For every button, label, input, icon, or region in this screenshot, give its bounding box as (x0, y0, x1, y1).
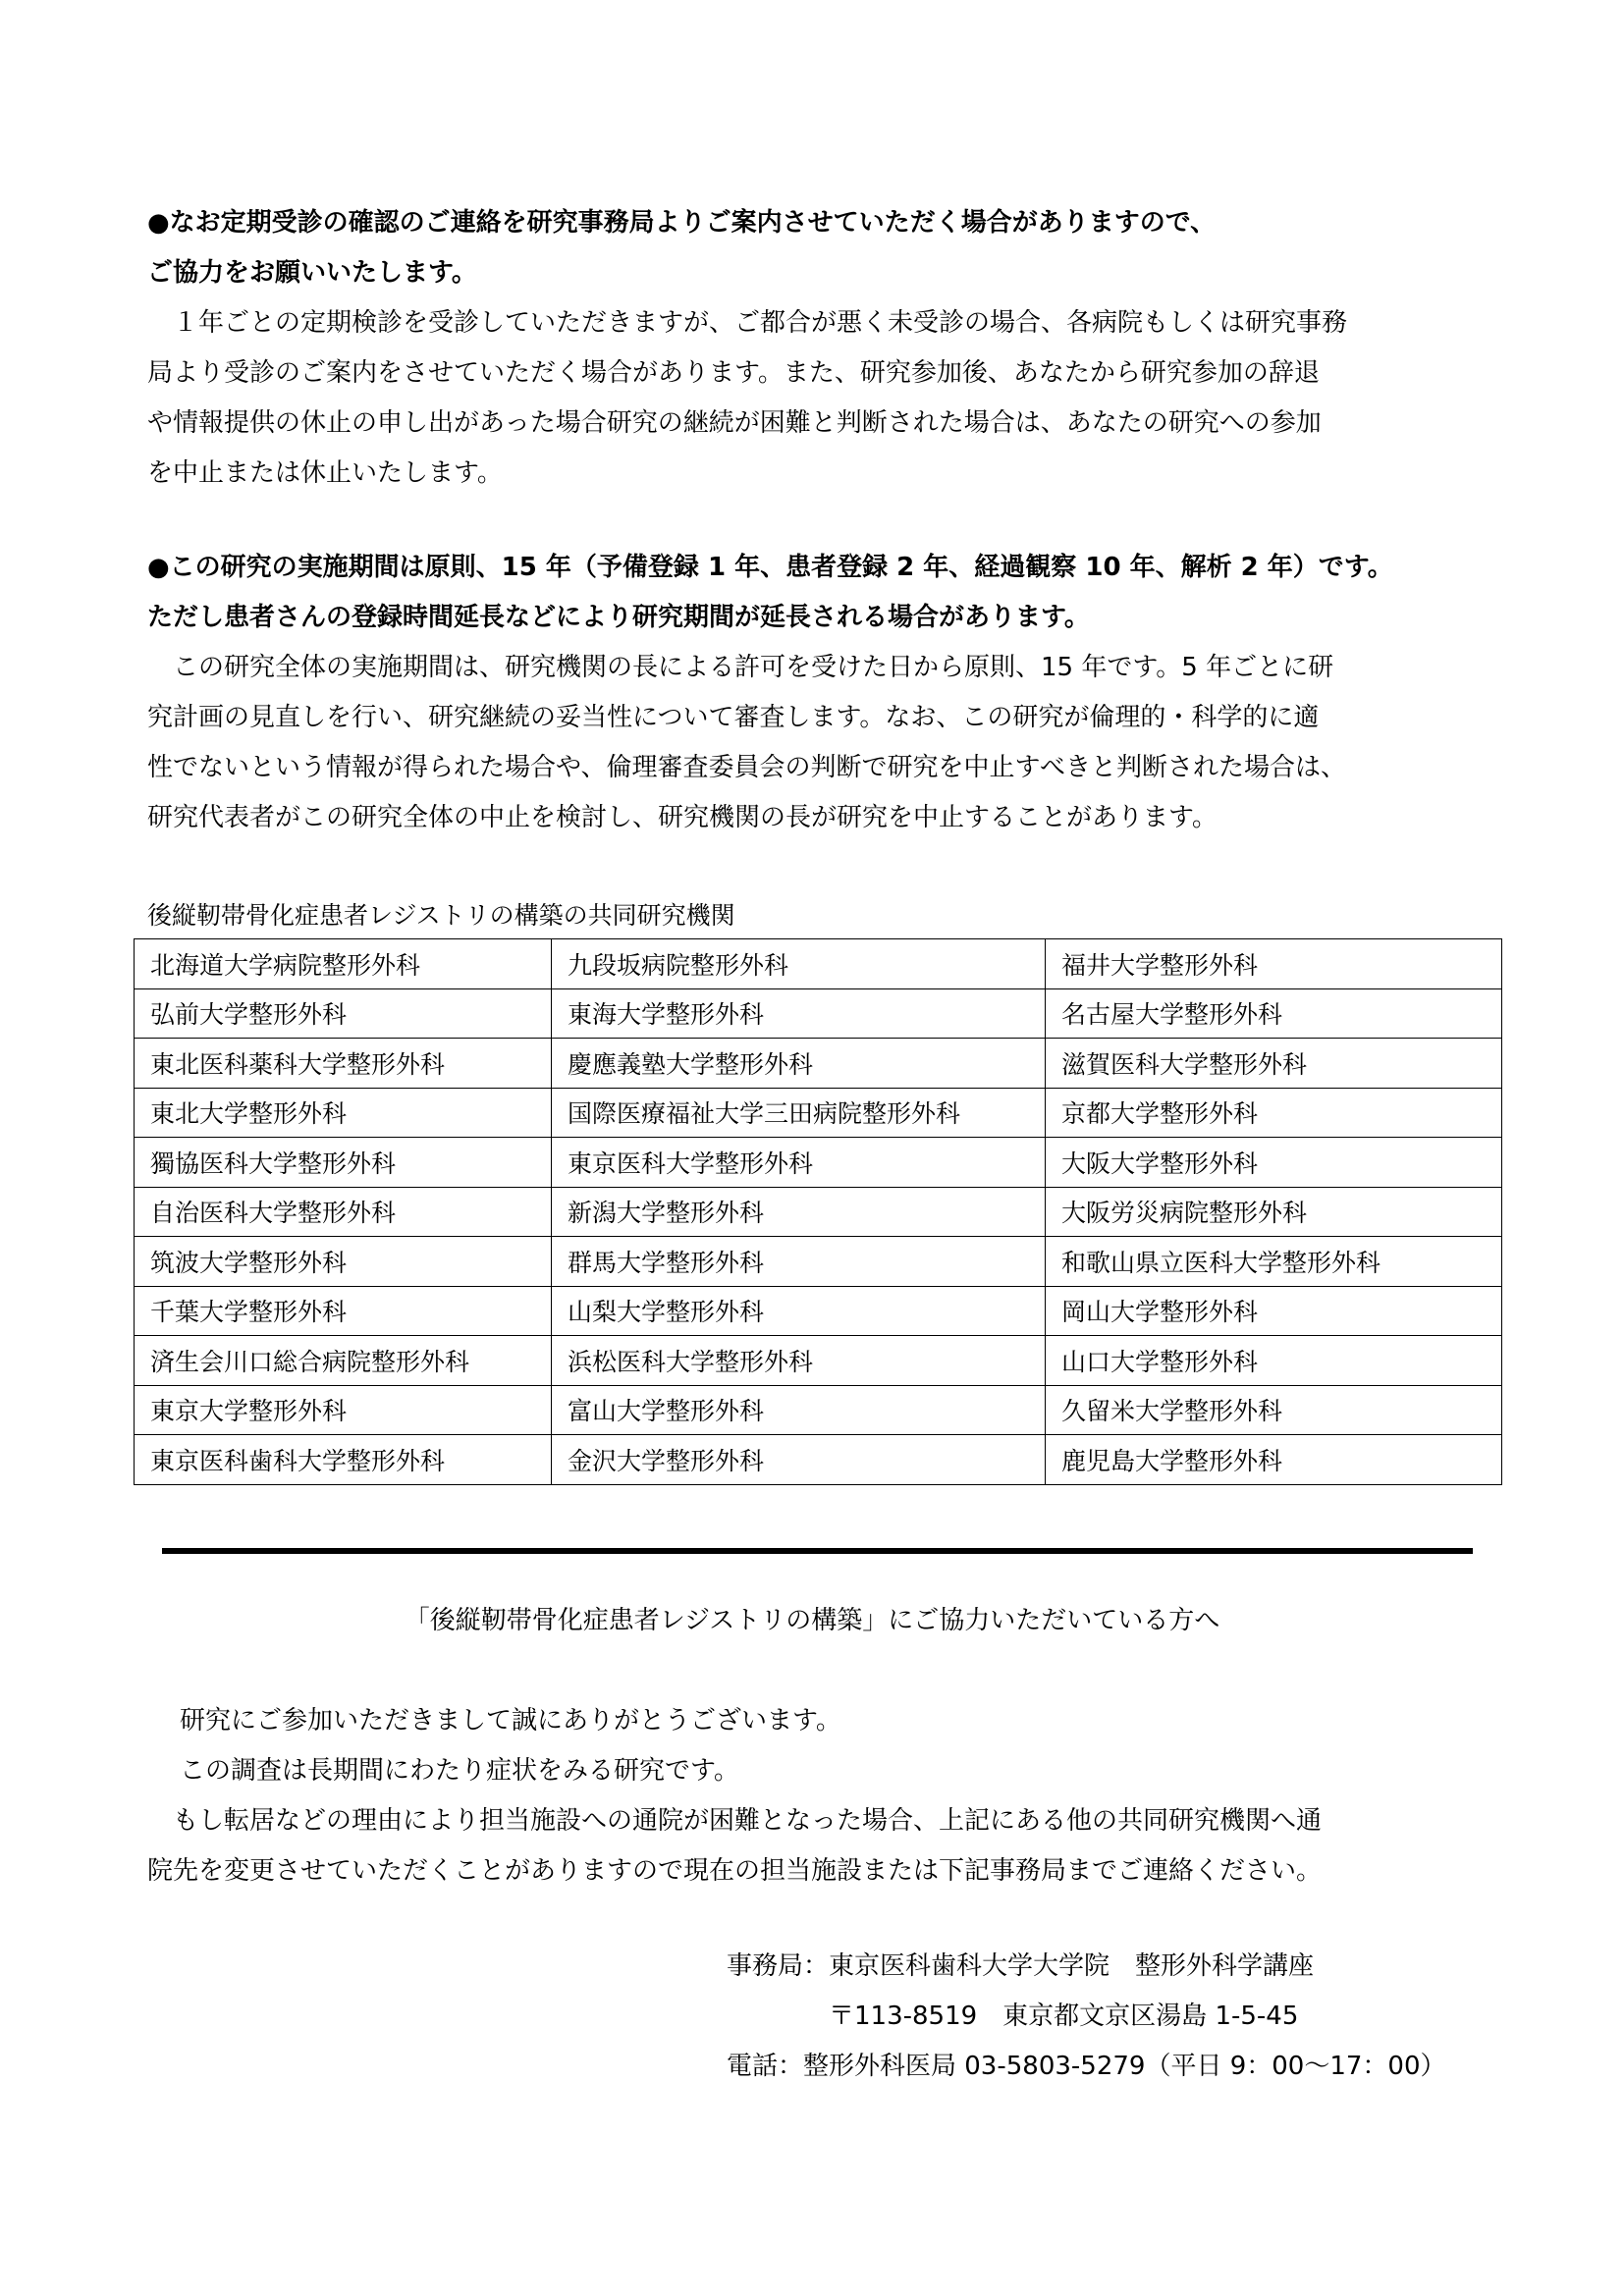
table-cell: 群馬大学整形外科 (552, 1237, 1046, 1287)
table-cell: 東海大学整形外科 (552, 988, 1046, 1039)
table-row (135, 988, 1502, 1039)
section2-body-line3: 性でないという情報が得られた場合や、倫理審査委員会の判断で研究を中止すべきと判断された場合は、 (147, 753, 1346, 782)
table-row (135, 1237, 1502, 1287)
table-cell: 東京大学整形外科 (135, 1385, 552, 1435)
notice-title: 「後縦靭帯骨化症患者レジストリの構築」にご協力いただいている方へ (404, 1606, 1220, 1635)
table-cell: 京都大学整形外科 (1046, 1088, 1502, 1138)
table-cell: 獨協医科大学整形外科 (135, 1138, 552, 1188)
table-cell: 鹿児島大学整形外科 (1046, 1435, 1502, 1485)
table-row (135, 1336, 1502, 1386)
section2-body-line2: 究計画の見直しを行い、研究継続の妥当性について審査します。なお、この研究が倫理的・科学的に適 (147, 703, 1320, 732)
table-cell: 和歌山県立医科大学整形外科 (1046, 1237, 1502, 1287)
table-row (135, 1138, 1502, 1188)
table-row (135, 1385, 1502, 1435)
table-row (135, 1039, 1502, 1089)
table-cell: 福井大学整形外科 (1046, 939, 1502, 989)
table-cell: 筑波大学整形外科 (135, 1237, 552, 1287)
table-row (135, 1187, 1502, 1237)
table-cell: 富山大学整形外科 (552, 1385, 1046, 1435)
table-cell: 東北大学整形外科 (135, 1088, 552, 1138)
table-cell: 国際医療福祉大学三田病院整形外科 (552, 1088, 1046, 1138)
table-cell: 金沢大学整形外科 (552, 1435, 1046, 1485)
table-cell: 済生会川口総合病院整形外科 (135, 1336, 552, 1386)
section1-body-line4: を中止または休止いたします。 (147, 458, 503, 488)
table-cell: 山口大学整形外科 (1046, 1336, 1502, 1386)
table-cell: 久留米大学整形外科 (1046, 1385, 1502, 1435)
table-cell: 東京医科大学整形外科 (552, 1138, 1046, 1188)
section2-heading-line1: ●この研究の実施期間は原則、15 年（予備登録 1 年、患者登録 2 年、経過観察 10 年、解析 2 年）です。 (147, 553, 1393, 582)
table-caption: 後縦靭帯骨化症患者レジストリの構築の共同研究機関 (147, 901, 735, 930)
contact-address: 〒113-8519 東京都文京区湯島 1-5-45 (829, 2002, 1299, 2031)
section1-heading-line2: ご協力をお願いいたします。 (147, 258, 477, 288)
table-cell: 千葉大学整形外科 (135, 1286, 552, 1336)
table-row (135, 1435, 1502, 1485)
notice-line2: この調査は長期間にわたり症状をみる研究です。 (180, 1756, 739, 1786)
table-row (135, 1088, 1502, 1138)
table-row (135, 1286, 1502, 1336)
table-cell: 新潟大学整形外科 (552, 1187, 1046, 1237)
section2-heading-line2: ただし患者さんの登録時間延長などにより研究期間が延長される場合があります。 (147, 603, 1090, 632)
table-cell: 大阪労災病院整形外科 (1046, 1187, 1502, 1237)
table-cell: 北海道大学病院整形外科 (135, 939, 552, 989)
section1-body-line1: １年ごとの定期検診を受診していただきますが、ご都合が悪く未受診の場合、各病院もしくは研究事務 (173, 308, 1348, 338)
notice-line4: 院先を変更させていただくことがありますので現在の担当施設または下記事務局までご連絡ください。 (147, 1856, 1323, 1886)
contact-phone: 電話：整形外科医局 03-5803-5279（平日 9：00～17：00） (727, 2052, 1446, 2081)
notice-line1: 研究にご参加いただきまして誠にありがとうございます。 (180, 1706, 841, 1735)
table-cell: 東北医科薬科大学整形外科 (135, 1039, 552, 1089)
table-cell: 自治医科大学整形外科 (135, 1187, 552, 1237)
institutions-table (134, 938, 1502, 1485)
contact-office: 事務局：東京医科歯科大学大学院 整形外科学講座 (727, 1951, 1315, 1981)
table-cell: 九段坂病院整形外科 (552, 939, 1046, 989)
table-cell: 浜松医科大学整形外科 (552, 1336, 1046, 1386)
section1-heading-line1: ●なお定期受診の確認のご連絡を研究事務局よりご案内させていただく場合がありますので、 (147, 208, 1217, 238)
table-cell: 東京医科歯科大学整形外科 (135, 1435, 552, 1485)
section1-body-line2: 局より受診のご案内をさせていただく場合があります。また、研究参加後、あなたから研究参加の辞退 (147, 358, 1320, 388)
divider-rule (162, 1548, 1473, 1554)
table-cell: 大阪大学整形外科 (1046, 1138, 1502, 1188)
section2-body-line1: この研究全体の実施期間は、研究機関の長による許可を受けた日から原則、15 年です。5 年ごとに研 (173, 653, 1334, 682)
section1-body-line3: や情報提供の休止の申し出があった場合研究の継続が困難と判断された場合は、あなたの研究への参加 (147, 408, 1322, 438)
table-cell: 弘前大学整形外科 (135, 988, 552, 1039)
table-cell: 滋賀医科大学整形外科 (1046, 1039, 1502, 1089)
table-cell: 慶應義塾大学整形外科 (552, 1039, 1046, 1089)
table-row (135, 939, 1502, 989)
table-cell: 山梨大学整形外科 (552, 1286, 1046, 1336)
section2-body-line4: 研究代表者がこの研究全体の中止を検討し、研究機関の長が研究を中止することがあります。 (147, 803, 1218, 832)
notice-line3: もし転居などの理由により担当施設への通院が困難となった場合、上記にある他の共同研究機関へ通 (173, 1806, 1323, 1836)
table-cell: 名古屋大学整形外科 (1046, 988, 1502, 1039)
table-cell: 岡山大学整形外科 (1046, 1286, 1502, 1336)
